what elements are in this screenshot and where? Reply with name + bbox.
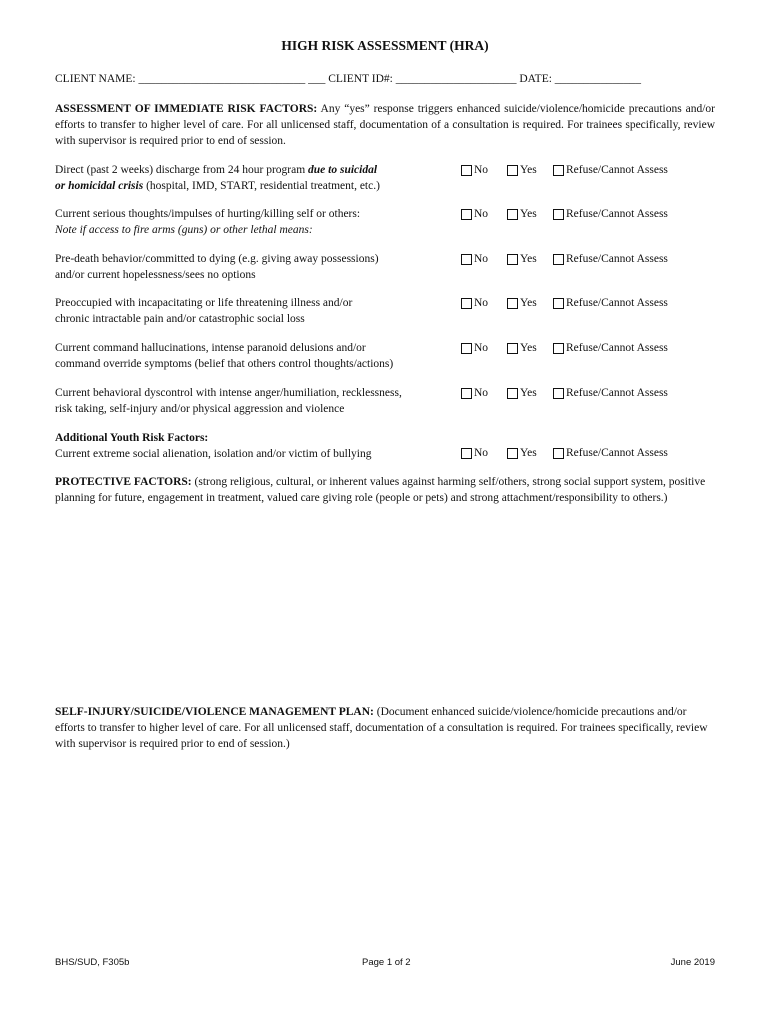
checkbox-refuse[interactable] <box>553 165 564 176</box>
immediate-risk-heading: ASSESSMENT OF IMMEDIATE RISK FACTORS: <box>55 103 318 115</box>
checkbox-yes[interactable] <box>507 448 518 459</box>
checkbox-no[interactable] <box>461 254 472 265</box>
checkbox-no[interactable] <box>461 343 472 354</box>
option-label: Yes <box>520 447 537 459</box>
client-info-line[interactable]: CLIENT NAME: _____________________________ ___ CLIENT ID#: _____________________ DATE: _______________ <box>55 73 642 85</box>
option-refuse[interactable] <box>553 445 668 461</box>
option-yes[interactable] <box>507 295 537 311</box>
checkbox-no[interactable] <box>461 448 472 459</box>
checkbox-yes[interactable] <box>507 165 518 176</box>
checkbox-no[interactable] <box>461 388 472 399</box>
risk-question-text <box>55 206 455 238</box>
page-title: HIGH RISK ASSESSMENT (HRA) <box>281 38 489 53</box>
risk-question-row <box>55 340 715 372</box>
option-no[interactable] <box>461 385 488 401</box>
option-label: No <box>474 208 489 220</box>
question-text-part: Current behavioral dyscontrol with intense anger/humiliation, recklessness, <box>55 387 402 399</box>
option-label: No <box>474 253 489 265</box>
option-refuse[interactable] <box>553 206 668 222</box>
option-label: Yes <box>520 342 537 354</box>
checkbox-yes[interactable] <box>507 298 518 309</box>
option-label: Yes <box>520 387 537 399</box>
checkbox-refuse[interactable] <box>553 343 564 354</box>
option-label: Refuse/Cannot Assess <box>566 387 668 399</box>
question-text-emphasis: due to suicidal <box>308 164 378 176</box>
management-plan-heading: SELF-INJURY/SUICIDE/VIOLENCE MANAGEMENT PLAN: <box>55 706 374 718</box>
immediate-risk-text: Any “yes” response triggers enhanced suicide/violence/homicide precautions and/or efforts to transfer to higher level of care. For all unlicensed staff, documentation of a consultation is required. For trainees specifically, review with supervisor is required prior to end of session. <box>55 103 715 147</box>
option-label: No <box>474 447 489 459</box>
question-text-part: Current serious thoughts/impulses of hurting/killing self or others: <box>55 208 361 220</box>
risk-question-row <box>55 206 715 238</box>
checkbox-no[interactable] <box>461 165 472 176</box>
question-text-part: Current extreme social alienation, isolation and/or victim of bullying <box>55 448 372 460</box>
checkbox-no[interactable] <box>461 298 472 309</box>
option-no[interactable] <box>461 340 488 356</box>
option-yes[interactable] <box>507 340 537 356</box>
option-label: Refuse/Cannot Assess <box>566 342 668 354</box>
option-refuse[interactable] <box>553 251 668 267</box>
checkbox-refuse[interactable] <box>553 298 564 309</box>
risk-question-text <box>55 385 455 417</box>
checkbox-refuse[interactable] <box>553 209 564 220</box>
option-label: Yes <box>520 253 537 265</box>
question-text-part: risk taking, self-injury and/or physical aggression and violence <box>55 403 345 415</box>
option-yes[interactable] <box>507 445 537 461</box>
question-text-note: Note if access to fire arms (guns) or other lethal means: <box>55 224 313 236</box>
question-text-part: (hospital, IMD, START, residential treatment, etc.) <box>143 180 380 192</box>
option-label: No <box>474 164 489 176</box>
footer-date: June 2019 <box>670 957 715 968</box>
checkbox-yes[interactable] <box>507 388 518 399</box>
youth-risk-text <box>55 430 455 462</box>
option-label: Yes <box>520 164 537 176</box>
youth-risk-heading: Additional Youth Risk Factors: <box>55 432 209 444</box>
option-refuse[interactable] <box>553 162 668 178</box>
option-label: Refuse/Cannot Assess <box>566 447 668 459</box>
option-refuse[interactable] <box>553 385 668 401</box>
question-text-emphasis: or homicidal crisis <box>55 180 144 192</box>
option-label: No <box>474 387 489 399</box>
option-label: No <box>474 342 489 354</box>
checkbox-refuse[interactable] <box>553 448 564 459</box>
protective-factors-heading: PROTECTIVE FACTORS: <box>55 476 192 488</box>
option-yes[interactable] <box>507 385 537 401</box>
checkbox-no[interactable] <box>461 209 472 220</box>
option-no[interactable] <box>461 295 488 311</box>
risk-question-row <box>55 385 715 417</box>
checkbox-yes[interactable] <box>507 254 518 265</box>
management-plan-text: (Document enhanced suicide/violence/homicide precautions and/or efforts to transfer to higher level of care. For all unlicensed staff, documentation of a consultation is required. For trainees specifically, review with supervisor is required prior to end of session.) <box>55 706 708 750</box>
question-text-part: command override symptoms (belief that others control thoughts/actions) <box>55 358 394 370</box>
option-yes[interactable] <box>507 251 537 267</box>
question-text-part: Preoccupied with incapacitating or life threatening illness and/or <box>55 297 353 309</box>
option-label: Refuse/Cannot Assess <box>566 253 668 265</box>
option-refuse[interactable] <box>553 295 668 311</box>
option-label: Yes <box>520 208 537 220</box>
question-text-part: Pre-death behavior/committed to dying (e.g. giving away possessions) <box>55 253 379 265</box>
option-no[interactable] <box>461 206 488 222</box>
option-no[interactable] <box>461 251 488 267</box>
risk-question-row <box>55 162 715 194</box>
option-label: No <box>474 297 489 309</box>
option-no[interactable] <box>461 445 488 461</box>
management-plan-section[interactable] <box>55 704 715 752</box>
question-text-part: Current command hallucinations, intense paranoid delusions and/or <box>55 342 366 354</box>
checkbox-yes[interactable] <box>507 209 518 220</box>
option-yes[interactable] <box>507 206 537 222</box>
checkbox-yes[interactable] <box>507 343 518 354</box>
option-label: Refuse/Cannot Assess <box>566 297 668 309</box>
checkbox-refuse[interactable] <box>553 388 564 399</box>
youth-risk-row <box>55 430 715 462</box>
risk-question-row <box>55 295 715 327</box>
protective-factors-text: (strong religious, cultural, or inherent values against harming self/others, strong social support system, positive planning for future, engagement in treatment, valued care giving role (people or pets) and strong attachment/responsibility to others.) <box>55 476 706 504</box>
footer-form-id: BHS/SUD, F305b <box>55 957 130 968</box>
question-text-part: Direct (past 2 weeks) discharge from 24 hour program <box>55 164 309 176</box>
question-text-part: and/or current hopelessness/sees no options <box>55 269 256 281</box>
risk-question-text <box>55 162 455 194</box>
option-no[interactable] <box>461 162 488 178</box>
option-label: Refuse/Cannot Assess <box>566 164 668 176</box>
risk-question-text <box>55 340 455 372</box>
option-label: Yes <box>520 297 537 309</box>
footer-page-number: Page 1 of 2 <box>362 957 411 968</box>
checkbox-refuse[interactable] <box>553 254 564 265</box>
protective-factors-section[interactable] <box>55 474 715 506</box>
question-text-part: chronic intractable pain and/or catastrophic social loss <box>55 313 305 325</box>
risk-question-text <box>55 251 455 283</box>
risk-question-text <box>55 295 455 327</box>
risk-question-row <box>55 251 715 283</box>
immediate-risk-instructions <box>55 101 715 149</box>
option-refuse[interactable] <box>553 340 668 356</box>
option-label: Refuse/Cannot Assess <box>566 208 668 220</box>
option-yes[interactable] <box>507 162 537 178</box>
